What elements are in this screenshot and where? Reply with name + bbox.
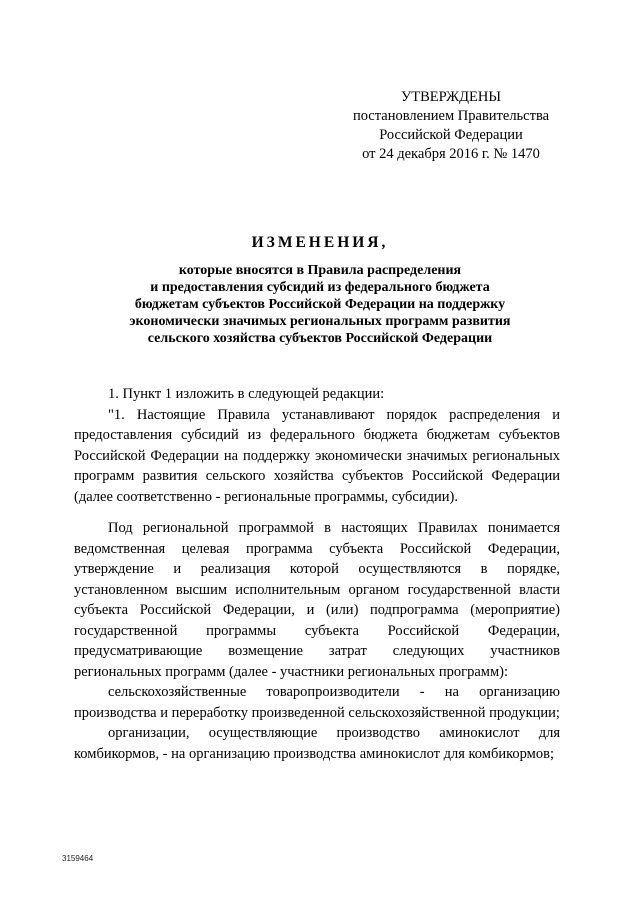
subtitle-line: которые вносятся в Правила распределения — [178, 263, 462, 278]
subtitle-line: сельского хозяйства субъектов Российской Федерации — [147, 331, 493, 346]
approval-by-resolution: постановлением Правительства — [352, 108, 550, 124]
approval-authority: Российской Федерации — [379, 127, 523, 143]
subtitle-line: экономически значимых региональных программ развития — [129, 314, 511, 329]
document-title: ИЗМЕНЕНИЯ, — [251, 234, 389, 251]
approval-date-number: от 24 декабря 2016 г. № 1470 — [362, 146, 540, 162]
paragraph-amino-acids: организации, осуществляющие производство аминокислот для комбикормов, - на организацию производства аминокислот для комбикормов; — [74, 725, 560, 762]
subtitle-line: и предоставления субсидий из федерального бюджета — [150, 280, 490, 295]
document-body — [74, 384, 560, 764]
approval-block — [336, 88, 566, 164]
document-subtitle — [80, 262, 560, 347]
approval-heading: УТВЕРЖДЕНЫ — [400, 89, 502, 105]
paragraph-rules-purpose: "1. Настоящие Правила устанавливают порядок распределения и предоставления субсидий из федерального бюджета бюджетам субъектов Российской Федерации на поддержку экономически значимых региональных программ развития сельского хозяйства субъектов Российской Федерации (далее соответственно - региональные программы, субсидии). — [74, 406, 560, 505]
document-code: 3159464 — [62, 854, 94, 863]
paragraph-item-1: 1. Пункт 1 изложить в следующей редакции: — [108, 386, 385, 402]
paragraph-agri-producers: сельскохозяйственные товаропроизводители - на организацию производства и переработку произведенной сельскохозяйственной продукции; — [74, 684, 560, 721]
paragraph-regional-program: Под региональной программой в настоящих Правилах понимается ведомственная целевая программа субъекта Российской Федерации, утверждение и реализация которой осуществляются в порядке, установленном высшим исполнительным органом государственной власти субъекта Российской Федерации, и (или) подпрограмма (мероприятие) государственной программы субъекта Российской Федерации, предусматривающие возмещение затрат следующих участников региональных программ (далее - участники региональных программ): — [74, 520, 560, 680]
subtitle-line: бюджетам субъектов Российской Федерации на поддержку — [134, 297, 506, 312]
